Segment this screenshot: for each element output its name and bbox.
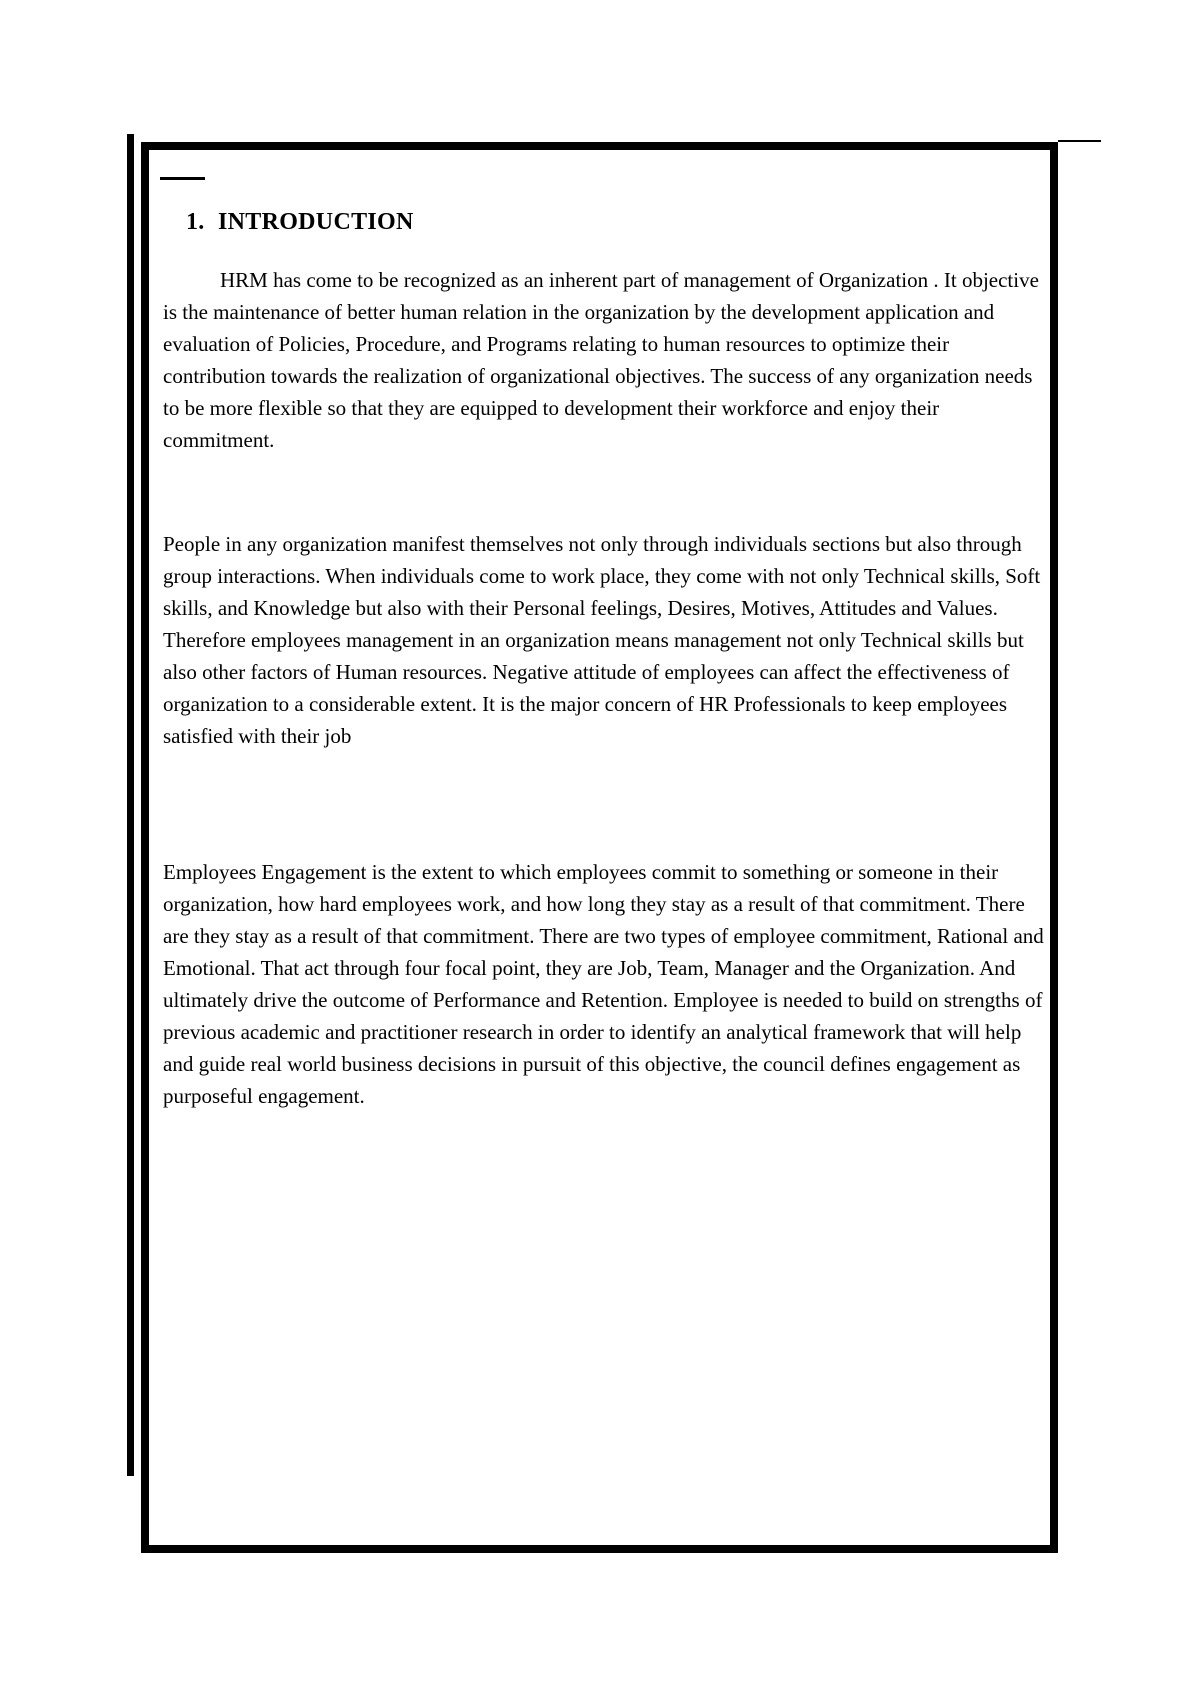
- section-heading: [186, 210, 414, 234]
- decorative-dash: [160, 177, 205, 180]
- section-title: INTRODUCTION: [218, 209, 414, 235]
- page-border-left-bar: [127, 134, 134, 1476]
- paragraph-hrm: HRM has come to be recognized as an inherent part of management of Organization . It objective is the maintenance of better human relation in the organization by the development application and evaluation of Policies, Procedure, and Programs relating to human resources to optimize their contribution towards the realization of organizational objectives. The success of any organization needs to be more flexible so that they are equipped to development their workforce and enjoy their commitment.: [163, 268, 1039, 452]
- paragraph-engagement: Employees Engagement is the extent to which employees commit to something or someone in their organization, how hard employees work, and how long they stay as a result of that commitment. There are they stay as a result of that commitment. There are two types of employee commitment, Rational and Emotional. That act through four focal point, they are Job, Team, Manager and the Organization. And ultimately drive the outcome of Performance and Retention. Employee is needed to build on strengths of previous academic and practitioner research in order to identify an analytical framework that will help and guide real world business decisions in pursuit of this objective, the council defines engagement as purposeful engagement.: [163, 860, 1044, 1108]
- paragraph-people: People in any organization manifest themselves not only through individuals sections but also through group interactions. When individuals come to work place, they come with not only Technical skills, Soft skills, and Knowledge but also with their Personal feelings, Desires, Motives, Attitudes and Values. Therefore employees management in an organization means management not only Technical skills but also other factors of Human resources. Negative attitude of employees can affect the effectiveness of organization to a considerable extent. It is the major concern of HR Professionals to keep employees satisfied with their job: [163, 532, 1041, 748]
- page-border-top-rule: [1058, 140, 1101, 142]
- section-number: 1.: [186, 209, 205, 235]
